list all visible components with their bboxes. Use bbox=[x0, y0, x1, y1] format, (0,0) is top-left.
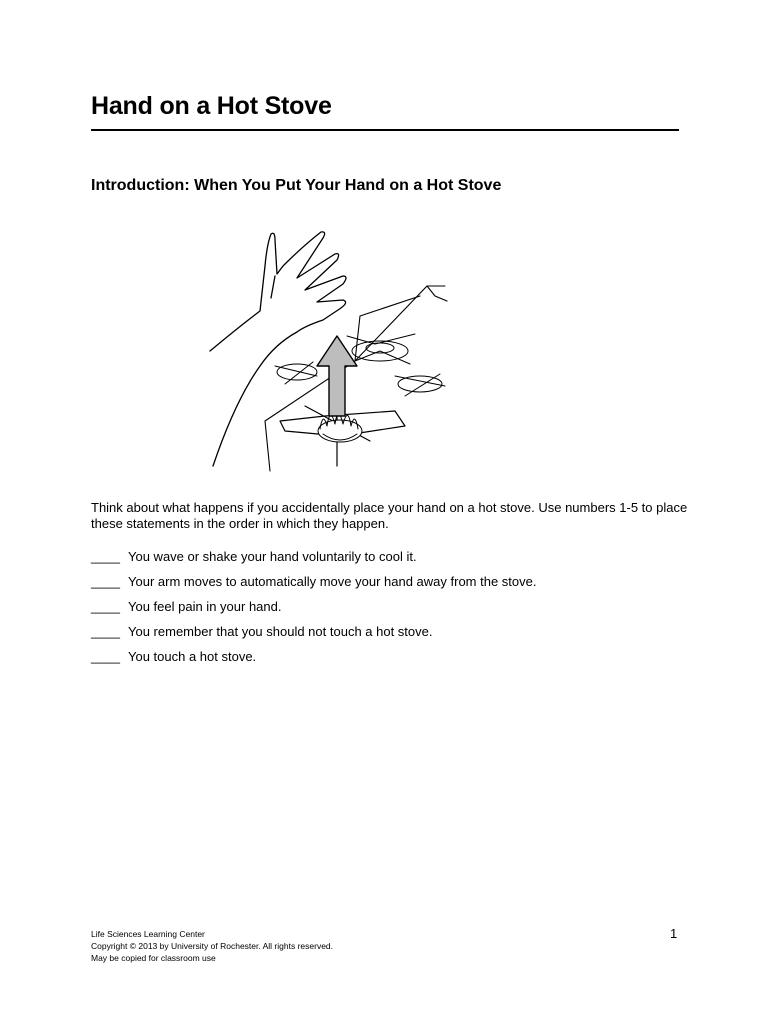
ordering-list bbox=[91, 549, 691, 674]
title-divider bbox=[91, 129, 679, 131]
footer bbox=[91, 928, 333, 964]
list-item bbox=[91, 599, 691, 624]
footer-organization: Life Sciences Learning Center bbox=[91, 929, 205, 939]
answer-blank[interactable]: ____ bbox=[91, 624, 120, 639]
page-title: Hand on a Hot Stove bbox=[91, 92, 332, 120]
list-item bbox=[91, 574, 691, 599]
arrow-up-icon bbox=[317, 336, 357, 416]
statement-text: Your arm moves to automatically move your hand away from the stove. bbox=[128, 574, 537, 589]
answer-blank[interactable]: ____ bbox=[91, 574, 120, 589]
hand-on-hot-stove-illustration bbox=[205, 226, 455, 476]
answer-blank[interactable]: ____ bbox=[91, 649, 120, 664]
footer-copyright: Copyright © 2013 by University of Rochester. All rights reserved. bbox=[91, 941, 334, 951]
stove-burner bbox=[275, 362, 317, 384]
stove-edge bbox=[427, 286, 447, 301]
flame-icon bbox=[318, 414, 362, 442]
footer-usage-note: May be copied for classroom use bbox=[91, 953, 216, 963]
section-heading: Introduction: When You Put Your Hand on a Hot Stove bbox=[91, 177, 502, 194]
statement-text: You touch a hot stove. bbox=[128, 649, 257, 664]
statement-text: You remember that you should not touch a hot stove. bbox=[128, 624, 433, 639]
page-number: 1 bbox=[670, 926, 678, 941]
answer-blank[interactable]: ____ bbox=[91, 549, 120, 564]
statement-text: You wave or shake your hand voluntarily to cool it. bbox=[128, 549, 417, 564]
answer-blank[interactable]: ____ bbox=[91, 599, 120, 614]
list-item bbox=[91, 624, 691, 649]
list-item bbox=[91, 549, 691, 574]
list-item bbox=[91, 649, 691, 674]
instructions: Think about what happens if you accidentally place your hand on a hot stove. Use numbers 1-5 to place these statements in the order in which they happen. bbox=[91, 500, 688, 531]
statement-text: You feel pain in your hand. bbox=[128, 599, 282, 614]
stove-burner bbox=[395, 374, 445, 396]
